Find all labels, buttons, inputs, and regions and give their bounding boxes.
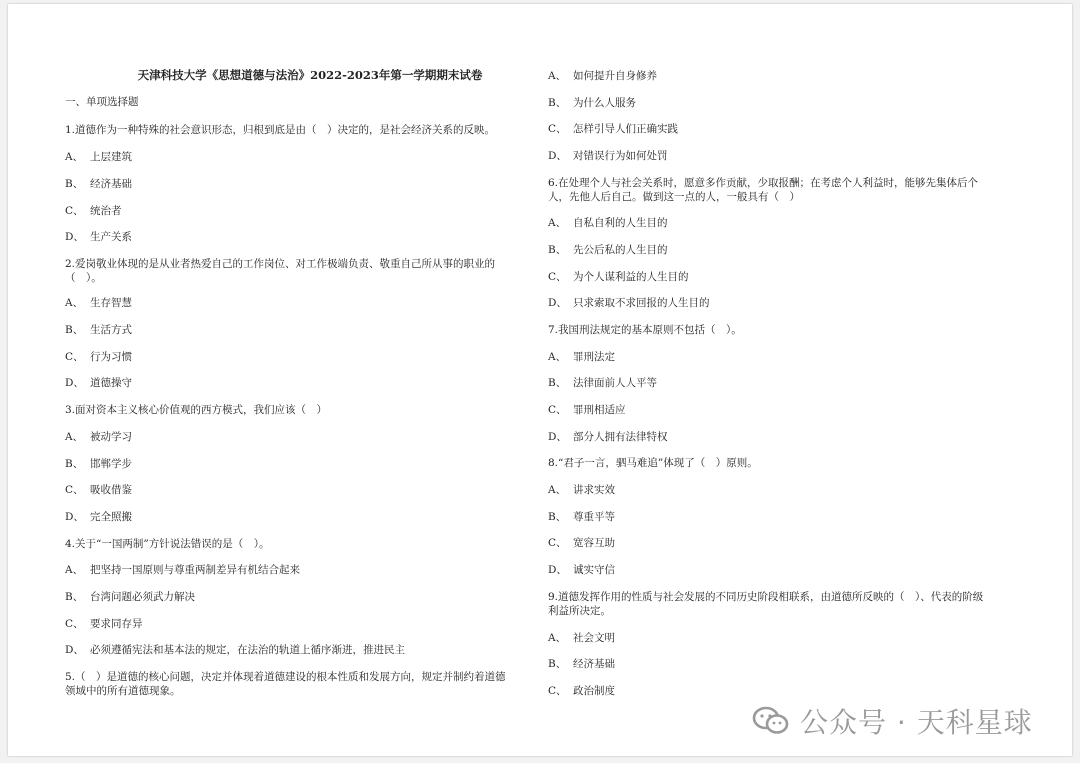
watermark-text: 公众号 · 天科星球 — [800, 706, 1033, 739]
answer-option — [65, 323, 535, 337]
option-letter: B、 — [65, 458, 84, 470]
option-letter: B、 — [65, 178, 84, 190]
option-text: 生存智慧 — [90, 297, 132, 309]
option-text: 为个人谋利益的人生目的 — [573, 271, 689, 283]
question-text: 9.道德发挥作用的性质与社会发展的不同历史阶段相联系，由道德所反映的（ ）、代表的阶级 — [548, 591, 984, 603]
answer-option — [65, 430, 535, 444]
answer-option — [548, 69, 1038, 83]
option-letter: C、 — [548, 123, 567, 135]
answer-option — [65, 296, 535, 310]
answer-option — [548, 684, 1038, 698]
option-text: 部分人拥有法律特权 — [573, 431, 668, 443]
option-text: 自私自利的人生目的 — [573, 217, 668, 229]
option-text: 只求索取不求回报的人生目的 — [573, 297, 710, 309]
option-letter: D、 — [548, 150, 567, 162]
option-letter: D、 — [65, 511, 84, 523]
question-text: 人，先他人后自己。做到这一点的人，一般具有（ ） — [548, 191, 800, 203]
option-letter: A、 — [548, 484, 567, 496]
option-letter: C、 — [548, 685, 567, 697]
option-text: 社会文明 — [573, 632, 615, 644]
option-letter: D、 — [65, 377, 84, 389]
answer-option — [65, 177, 535, 191]
option-text: 把坚持一国原则与尊重两制差异有机结合起来 — [90, 564, 300, 576]
answer-option — [65, 376, 535, 390]
option-text: 要求同存异 — [90, 618, 143, 630]
answer-option — [65, 483, 535, 497]
option-letter: D、 — [548, 431, 567, 443]
option-text: 生活方式 — [90, 324, 132, 336]
option-letter: B、 — [548, 377, 567, 389]
option-text: 道德操守 — [90, 377, 132, 389]
option-letter: D、 — [548, 564, 567, 576]
option-letter: C、 — [548, 537, 567, 549]
answer-option — [65, 350, 535, 364]
answer-option — [548, 403, 1038, 417]
option-text: 上层建筑 — [90, 151, 132, 163]
option-text: 完全照搬 — [90, 511, 132, 523]
option-letter: C、 — [65, 484, 84, 496]
question-text: 6.在处理个人与社会关系时，愿意多作贡献，少取报酬；在考虑个人利益时，能够先集体后个 — [548, 177, 979, 189]
option-text: 对错误行为如何处罚 — [573, 150, 668, 162]
answer-option — [548, 243, 1038, 257]
option-text: 罪刑相适应 — [573, 404, 626, 416]
option-text: 吸收借鉴 — [90, 484, 132, 496]
option-letter: A、 — [548, 351, 567, 363]
option-text: 政治制度 — [573, 685, 615, 697]
answer-option — [65, 617, 535, 631]
option-letter: C、 — [65, 351, 84, 363]
answer-option — [548, 149, 1038, 163]
option-text: 台湾问题必须武力解决 — [90, 591, 195, 603]
option-letter: B、 — [548, 658, 567, 670]
answer-option — [548, 122, 1038, 136]
answer-option — [548, 270, 1038, 284]
watermark — [752, 703, 1033, 739]
question-text: 4.关于“一国两制”方针说法错误的是（ ）。 — [65, 538, 270, 550]
option-text: 尊重平等 — [573, 511, 615, 523]
answer-option — [65, 590, 535, 604]
option-letter: B、 — [548, 511, 567, 523]
question-text: 3.面对资本主义核心价值观的西方模式，我们应该（ ） — [65, 404, 328, 416]
answer-option — [65, 204, 535, 218]
option-letter: A、 — [548, 70, 567, 82]
answer-option — [548, 536, 1038, 550]
option-letter: C、 — [548, 271, 567, 283]
option-text: 被动学习 — [90, 431, 132, 443]
answer-option — [65, 563, 535, 577]
question-text: 1.道德作为一种特殊的社会意识形态，归根到底是由（ ）决定的，是社会经济关系的反映。 — [65, 124, 496, 136]
option-letter: D、 — [548, 297, 567, 309]
exam-page — [8, 4, 1072, 756]
option-letter: B、 — [65, 324, 84, 336]
option-letter: B、 — [548, 97, 567, 109]
answer-option — [65, 457, 535, 471]
exam-title: 天津科技大学《思想道德与法治》2022-2023年第一学期期末试卷 — [137, 68, 483, 82]
section-heading: 一、单项选择题 — [65, 96, 139, 108]
question-text: 领域中的所有道德现象。 — [65, 685, 181, 697]
question-text: 8.“君子一言，驷马难追”体现了（ ）原则。 — [548, 457, 758, 469]
answer-option — [548, 96, 1038, 110]
answer-option — [548, 631, 1038, 645]
option-text: 邯郸学步 — [90, 458, 132, 470]
answer-option — [548, 483, 1038, 497]
answer-option — [65, 150, 535, 164]
question-text: 2.爱岗敬业体现的是从业者热爱自己的工作岗位、对工作极端负责、敬重自己所从事的职业的 — [65, 258, 496, 270]
option-letter: A、 — [65, 564, 84, 576]
option-text: 诚实守信 — [573, 564, 615, 576]
option-text: 先公后私的人生目的 — [573, 244, 668, 256]
option-letter: D、 — [65, 644, 84, 656]
answer-option — [65, 510, 535, 524]
answer-option — [65, 643, 535, 657]
option-text: 宽容互助 — [573, 537, 615, 549]
option-letter: C、 — [548, 404, 567, 416]
option-text: 经济基础 — [90, 178, 132, 190]
answer-option — [548, 430, 1038, 444]
answer-option — [548, 563, 1038, 577]
option-text: 如何提升自身修养 — [573, 70, 657, 82]
question-text: 利益所决定。 — [548, 605, 611, 617]
option-letter: A、 — [65, 151, 84, 163]
option-letter: A、 — [548, 632, 567, 644]
question-text: 5.（ ）是道德的核心问题，决定并体现着道德建设的根本性质和发展方向，规定并制约着道德 — [65, 671, 506, 683]
wechat-icon — [752, 705, 790, 737]
answer-option — [548, 350, 1038, 364]
option-letter: A、 — [548, 217, 567, 229]
answer-option — [548, 657, 1038, 671]
option-letter: A、 — [65, 431, 84, 443]
option-text: 罪刑法定 — [573, 351, 615, 363]
question-text: 7.我国刑法规定的基本原则不包括（ ）。 — [548, 324, 742, 336]
answer-option — [548, 376, 1038, 390]
option-text: 经济基础 — [573, 658, 615, 670]
option-letter: C、 — [65, 618, 84, 630]
option-text: 为什么人服务 — [573, 97, 636, 109]
option-letter: C、 — [65, 205, 84, 217]
option-letter: B、 — [65, 591, 84, 603]
option-text: 怎样引导人们正确实践 — [573, 123, 678, 135]
answer-option — [548, 216, 1038, 230]
option-text: 生产关系 — [90, 231, 132, 243]
option-letter: A、 — [65, 297, 84, 309]
option-text: 法律面前人人平等 — [573, 377, 657, 389]
option-letter: B、 — [548, 244, 567, 256]
answer-option — [548, 510, 1038, 524]
option-letter: D、 — [65, 231, 84, 243]
option-text: 行为习惯 — [90, 351, 132, 363]
question-text: （ ）。 — [65, 272, 102, 284]
option-text: 必须遵循宪法和基本法的规定，在法治的轨道上循序渐进，推进民主 — [90, 644, 405, 656]
answer-option — [65, 230, 535, 244]
option-text: 讲求实效 — [573, 484, 615, 496]
answer-option — [548, 296, 1038, 310]
option-text: 统治者 — [90, 205, 122, 217]
